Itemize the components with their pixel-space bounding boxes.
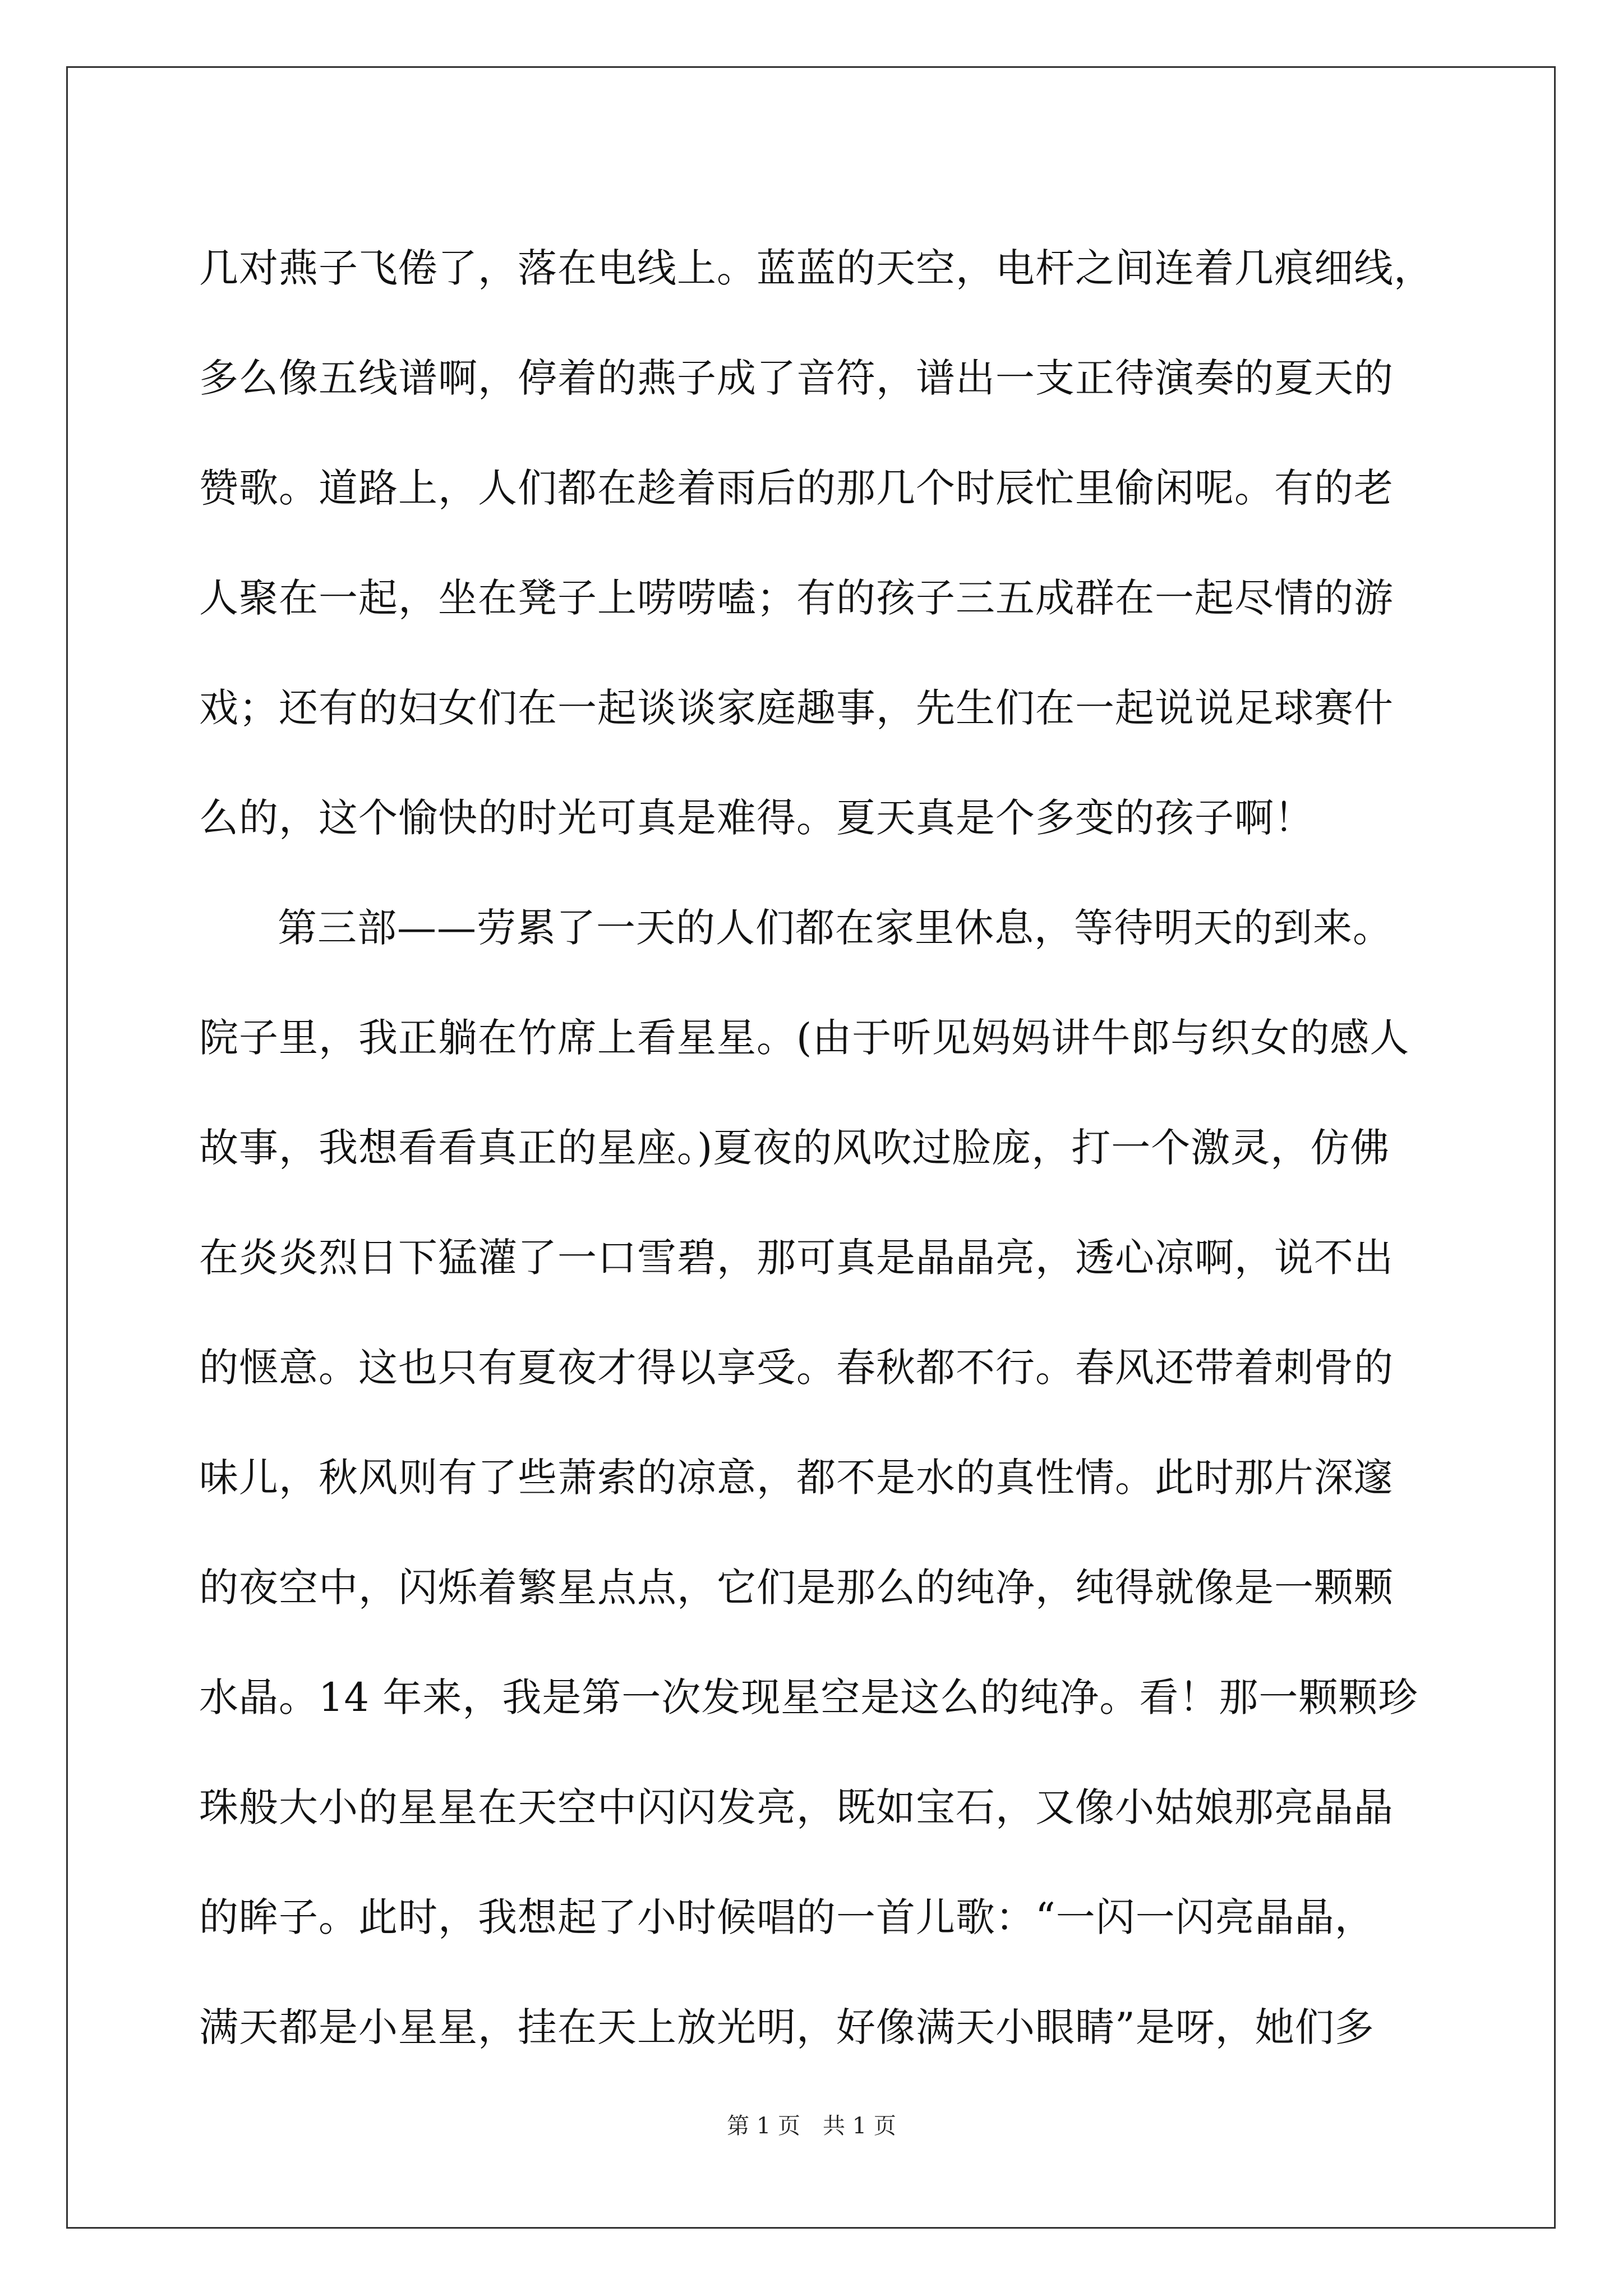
text-line: 的眸子。此时，我想起了小时候唱的一首儿歌：“一闪一闪亮晶晶， (199, 1894, 1375, 1940)
text-line: 故事，我想看看真正的星座。)夏夜的风吹过脸庞，打一个激灵，仿佛 (199, 1125, 1390, 1171)
text-line: 多么像五线谱啊，停着的燕子成了音符，谱出一支正待演奏的夏天的 (199, 355, 1394, 401)
text-line: 人聚在一起，坐在凳子上唠唠嗑；有的孩子三五成群在一起尽情的游 (199, 575, 1394, 621)
text-line: 赞歌。道路上，人们都在趁着雨后的那几个时辰忙里偷闲呢。有的老 (199, 465, 1394, 511)
text-line: 么的，这个愉快的时光可真是难得。夏天真是个多变的孩子啊！ (199, 795, 1314, 841)
text-line: 味儿，秋风则有了些萧索的凉意，都不是水的真性情。此时那片深邃 (199, 1455, 1394, 1501)
page-number-footer: 第 1 页 共 1 页 (727, 2113, 896, 2139)
text-line: 戏；还有的妇女们在一起谈谈家庭趣事，先生们在一起说说足球赛什 (199, 685, 1394, 731)
text-line: 的惬意。这也只有夏夜才得以享受。春秋都不行。春风还带着刺骨的 (199, 1345, 1394, 1391)
text-line: 在炎炎烈日下猛灌了一口雪碧，那可真是晶晶亮，透心凉啊，说不出 (199, 1235, 1394, 1281)
text-line: 水晶。14 年来，我是第一次发现星空是这么的纯净。看！那一颗颗珍 (199, 1674, 1418, 1720)
text-line: 珠般大小的星星在天空中闪闪发亮，既如宝石，又像小姑娘那亮晶晶 (199, 1784, 1394, 1830)
body-text (199, 213, 1433, 2082)
text-line: 满天都是小星星，挂在天上放光明，好像满天小眼睛”是呀，她们多 (199, 2004, 1375, 2050)
text-line: 的夜空中，闪烁着繁星点点，它们是那么的纯净，纯得就像是一颗颗 (199, 1565, 1394, 1611)
paragraph-start-line: 第三部——劳累了一天的人们都在家里休息，等待明天的到来。 (278, 905, 1393, 951)
text-line: 院子里，我正躺在竹席上看星星。(由于听见妈妈讲牛郎与织女的感人 (199, 1015, 1410, 1061)
text-line: 几对燕子飞倦了，落在电线上。蓝蓝的天空，电杆之间连着几痕细线， (199, 245, 1433, 291)
